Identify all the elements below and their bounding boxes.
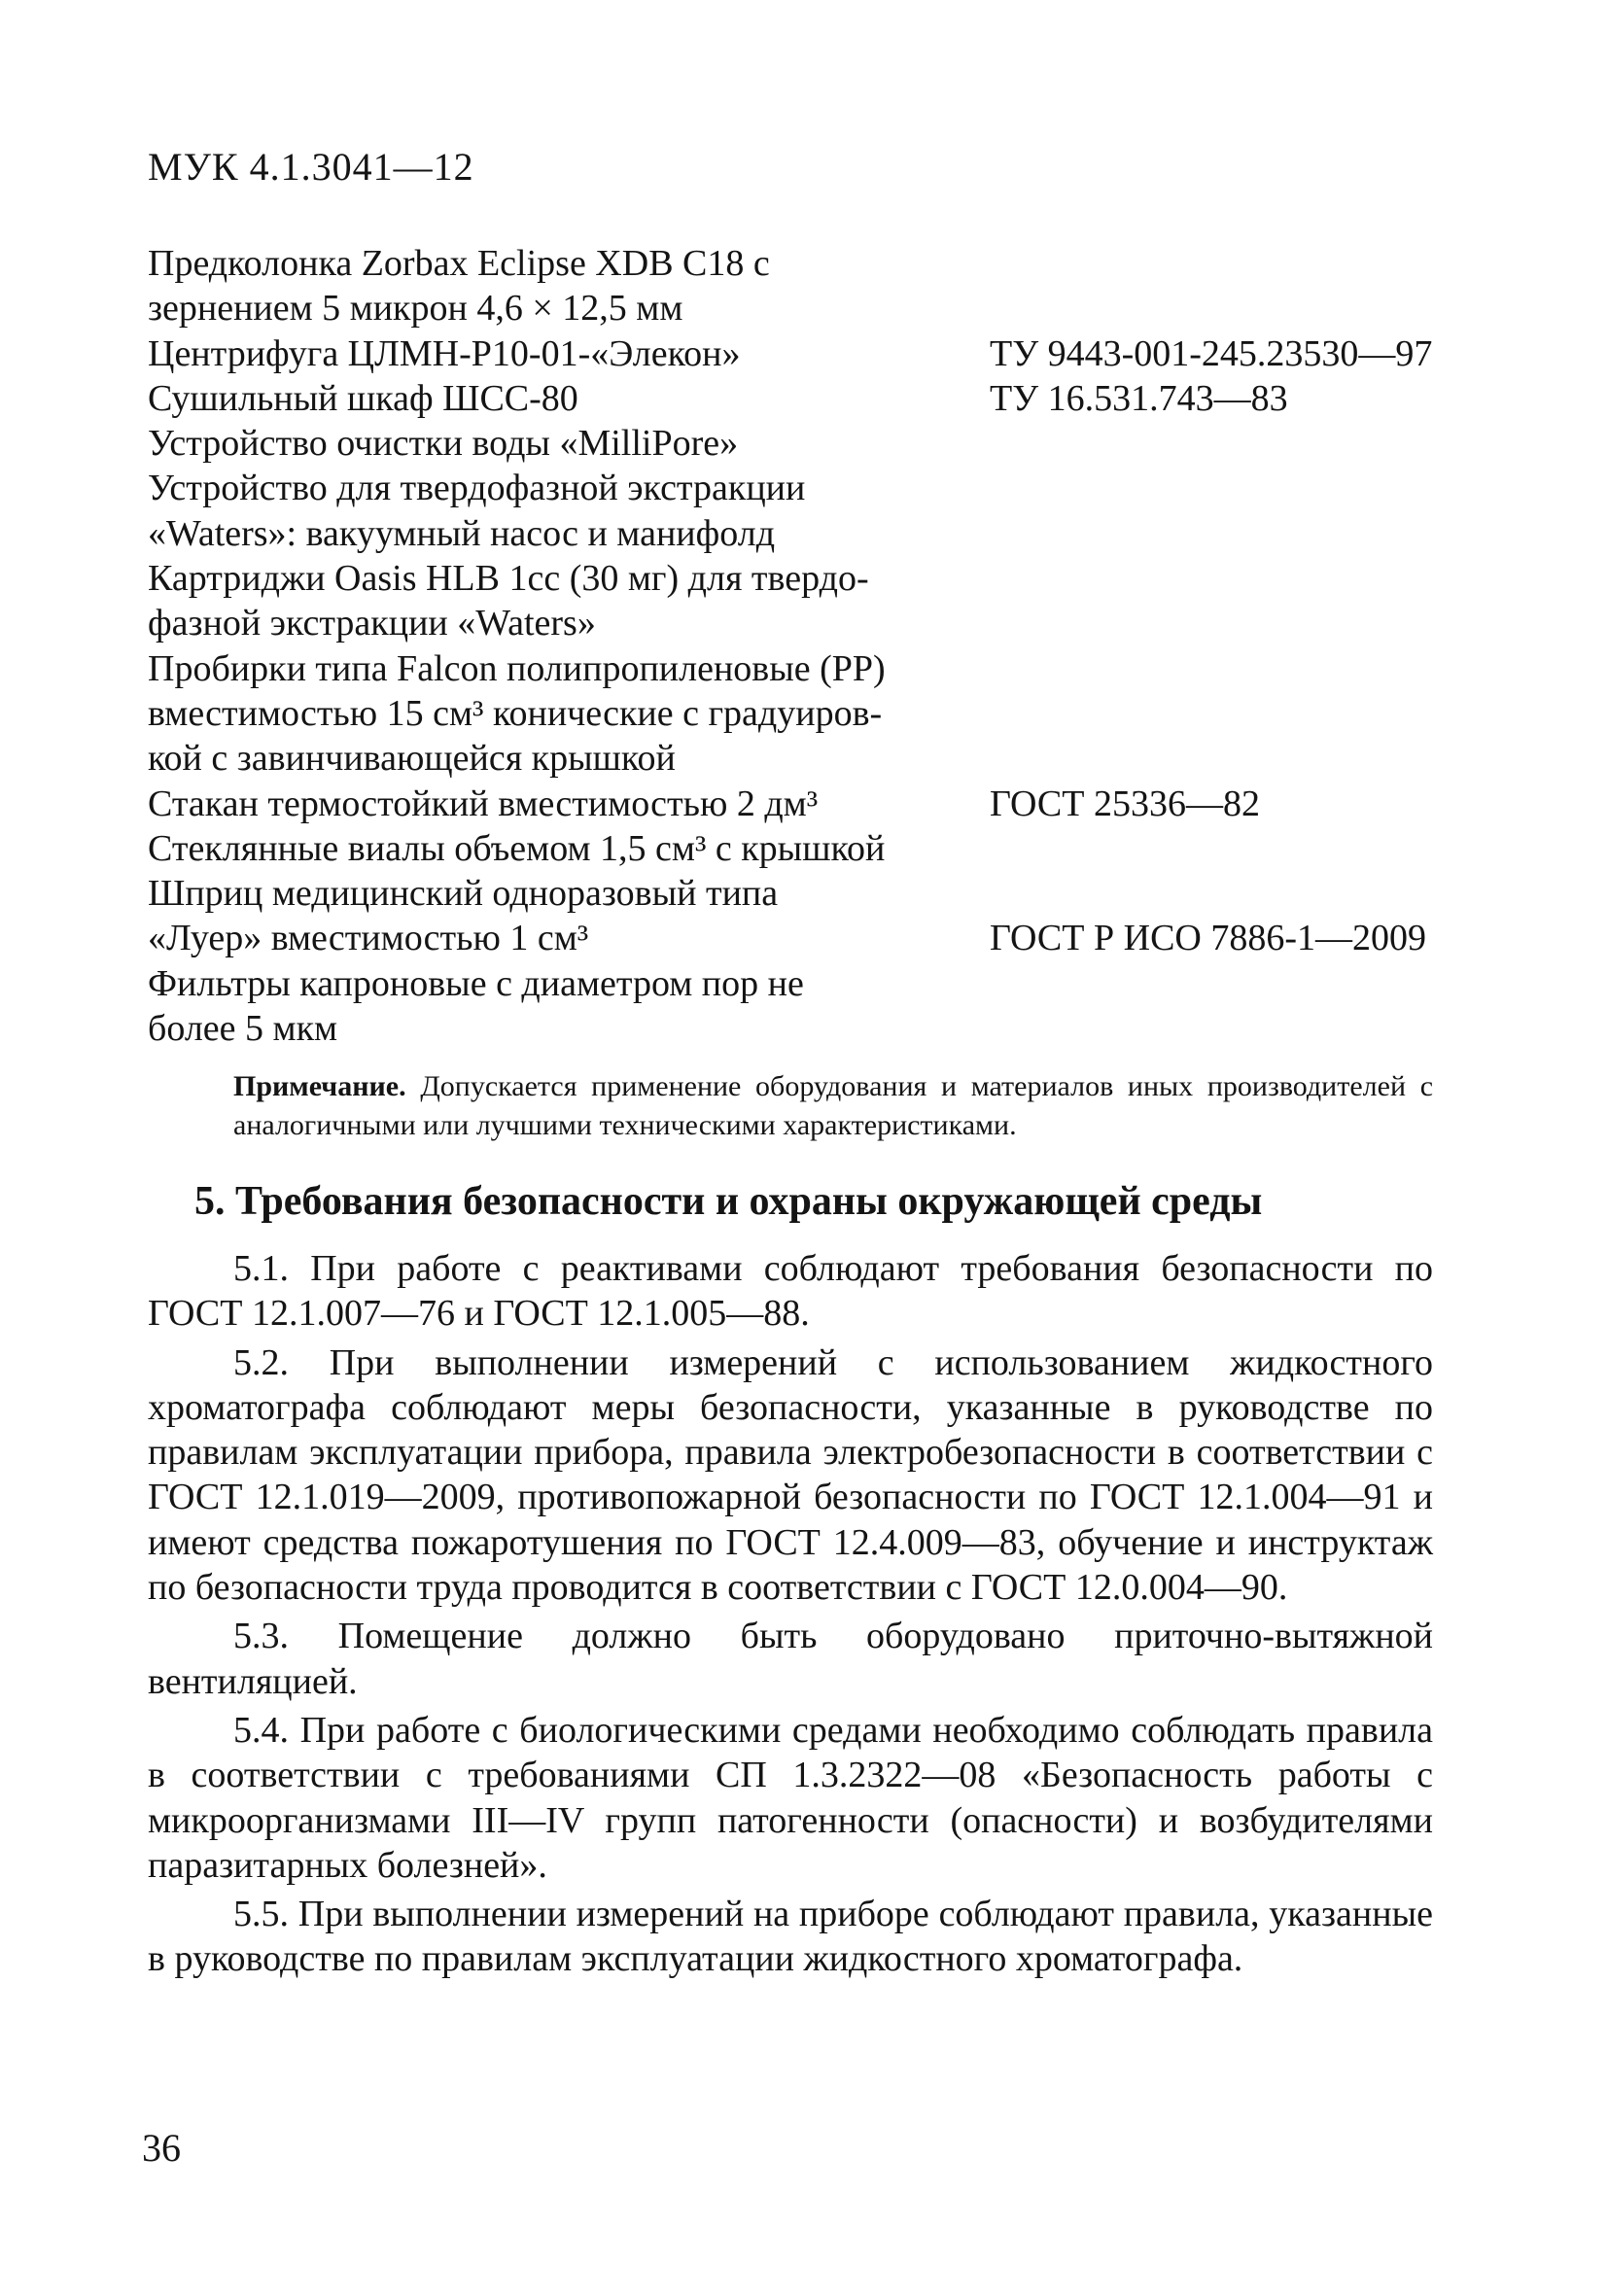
equipment-name: Устройство для твердофазной экстракции «Waters»: вакуумный насос и манифолд bbox=[148, 468, 806, 554]
equipment-standard: ТУ 16.531.743—83 bbox=[990, 377, 1288, 419]
equipment-item bbox=[148, 646, 1470, 782]
equipment-item bbox=[148, 961, 1470, 1052]
equipment-item bbox=[148, 466, 1470, 556]
equipment-standard bbox=[990, 241, 1470, 331]
note-text: Допускается применение оборудования и материалов иных производителей с аналогичными или лучшими техническими характеристиками. bbox=[233, 1070, 1434, 1141]
document-code: МУК 4.1.3041—12 bbox=[148, 145, 474, 189]
equipment-name: Устройство очистки воды «MilliPore» bbox=[148, 423, 739, 465]
paragraph: 5.5. При выполнении измерений на приборе соблюдают правила, указанные в руководстве по правилам эксплуатации жидкостного хроматографа. bbox=[148, 1894, 1433, 1980]
equipment-item bbox=[148, 826, 1470, 871]
equipment-item bbox=[148, 376, 1470, 421]
note-label: Примечание. bbox=[233, 1070, 406, 1102]
equipment-name: Центрифуга ЦЛМН-Р10-01-«Элекон» bbox=[148, 332, 741, 374]
equipment-item bbox=[148, 556, 1470, 646]
equipment-item bbox=[148, 782, 1470, 826]
equipment-name: Шприц медицинский одноразовый типа «Луер» вместимостью 1 см³ bbox=[148, 873, 779, 959]
equipment-item bbox=[148, 331, 1470, 376]
note bbox=[233, 1067, 1433, 1145]
equipment-standard bbox=[990, 556, 1470, 646]
equipment-name: Предколонка Zorbax Eclipse XDB C18 с зернением 5 микрон 4,6 × 12,5 мм bbox=[148, 243, 770, 330]
paragraph: 5.2. При выполнении измерений с использованием жидкостного хроматографа соблюдают меры безопасности, указанные в руководстве по правилам эксплуатации прибора, правила электробезопасности в соответствии с ГОСТ 12.1.019—2009, противопожарной безопасности по ГОСТ 12.1.004—91 и имеют средства пожаротушения по ГОСТ 12.4.009—83, обучение и инструктаж по безопасности труда проводится в соответствии с ГОСТ 12.0.004—90. bbox=[148, 1341, 1433, 1609]
equipment-standard: ГОСТ 25336—82 bbox=[990, 783, 1260, 824]
equipment-standard bbox=[990, 421, 1470, 466]
equipment-name: Стеклянные виалы объемом 1,5 см³ с крышкой bbox=[148, 827, 886, 869]
equipment-list bbox=[148, 241, 1470, 1051]
equipment-name: Сушильный шкаф ШСС-80 bbox=[148, 377, 578, 419]
equipment-item bbox=[148, 241, 1470, 331]
paragraph: 5.3. Помещение должно быть оборудовано приточно-вытяжной вентиляцией. bbox=[148, 1616, 1433, 1702]
equipment-name: Фильтры капроновые с диаметром пор не более 5 мкм bbox=[148, 962, 804, 1050]
equipment-name: Стакан термостойкий вместимостью 2 дм³ bbox=[148, 783, 819, 824]
paragraph: 5.1. При работе с реактивами соблюдают требования безопасности по ГОСТ 12.1.007—76 и ГОСТ 12.1.005—88. bbox=[148, 1248, 1433, 1335]
paragraph: 5.4. При работе с биологическими средами необходимо соблюдать правила в соответствии с требованиями СП 1.3.2322—08 «Безопасность работы с микроорганизмами III—IV групп патогенности (опасности) и возбудителями паразитарных болезней». bbox=[148, 1709, 1433, 1886]
page-number: 36 bbox=[142, 2126, 181, 2170]
equipment-standard bbox=[990, 466, 1470, 556]
equipment-standard: ТУ 9443-001-245.23530—97 bbox=[990, 332, 1433, 374]
equipment-standard: ГОСТ Р ИСО 7886-1—2009 bbox=[990, 918, 1427, 959]
equipment-standard bbox=[990, 826, 1470, 871]
equipment-item bbox=[148, 871, 1470, 961]
section-title: 5. Требования безопасности и охраны окружающей среды bbox=[194, 1179, 1263, 1224]
equipment-item bbox=[148, 421, 1470, 466]
equipment-name: Пробирки типа Falcon полипропиленовые (PP) вместимостью 15 см³ конические с градуиров- кой с завинчивающейся крышкой bbox=[148, 647, 886, 780]
equipment-name: Картриджи Oasis HLB 1cc (30 мг) для твердо- фазной экстракции «Waters» bbox=[148, 558, 869, 644]
section-body bbox=[148, 1246, 1433, 1986]
equipment-standard bbox=[990, 961, 1470, 1052]
equipment-standard bbox=[990, 646, 1470, 782]
